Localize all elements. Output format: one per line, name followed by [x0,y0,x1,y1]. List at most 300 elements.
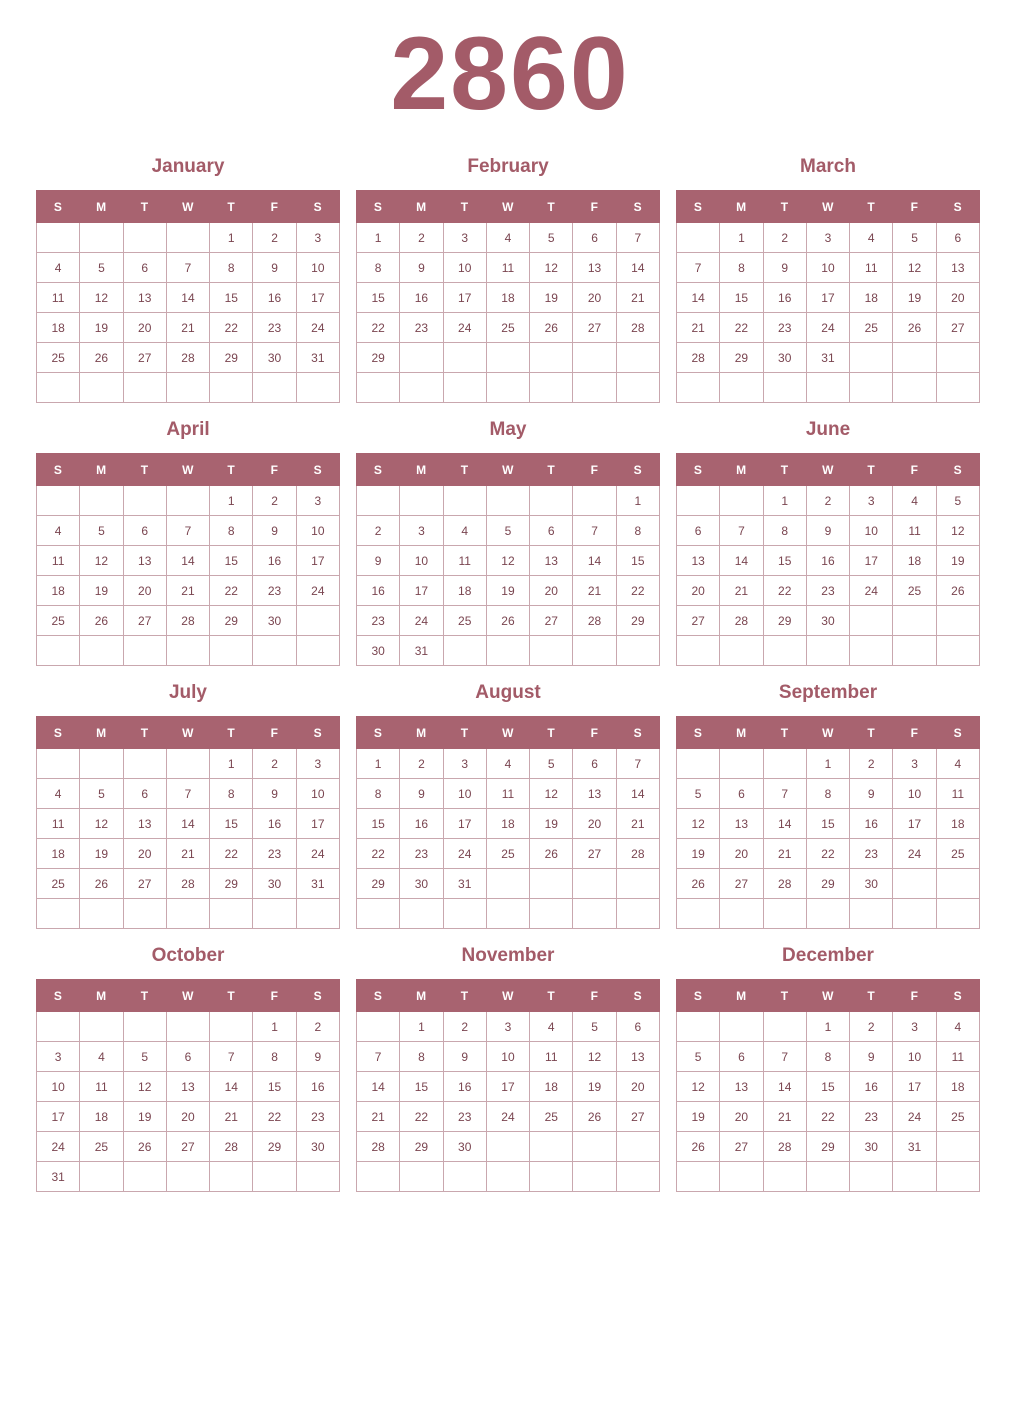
weekday-header-cell: S [936,191,979,223]
weekday-header-cell: F [253,717,296,749]
day-cell: 29 [357,869,400,899]
day-cell: 10 [443,779,486,809]
day-cell: 21 [166,839,209,869]
day-cell: 11 [936,1042,979,1072]
weekday-header-cell: T [763,717,806,749]
day-cell: 1 [806,1012,849,1042]
month-name: April [166,419,210,440]
day-cell-empty [443,1162,486,1192]
weekday-header-row [677,454,980,486]
day-cell: 26 [80,869,123,899]
week-row [677,373,980,403]
day-cell: 21 [166,576,209,606]
day-cell: 4 [486,749,529,779]
day-cell: 7 [357,1042,400,1072]
day-cell: 9 [763,253,806,283]
day-cell: 10 [806,253,849,283]
day-cell-empty [936,606,979,636]
day-cell-empty [763,749,806,779]
day-cell: 29 [357,343,400,373]
day-cell-empty [573,869,616,899]
day-cell: 30 [400,869,443,899]
week-row [677,1102,980,1132]
weekday-header-cell: T [850,717,893,749]
month-name: May [489,419,527,440]
day-cell: 1 [357,223,400,253]
day-cell: 2 [296,1012,339,1042]
day-cell-empty [400,343,443,373]
weekday-header-cell: T [763,454,806,486]
day-cell: 2 [850,1012,893,1042]
weekday-header-cell: W [486,191,529,223]
day-cell: 18 [936,809,979,839]
weekday-header-cell: S [37,717,80,749]
day-cell-empty [400,373,443,403]
week-row [677,223,980,253]
day-cell: 29 [253,1132,296,1162]
weekday-header-cell: F [573,191,616,223]
day-cell: 10 [893,779,936,809]
day-cell-empty [720,749,763,779]
day-cell: 31 [806,343,849,373]
day-cell-empty [357,1162,400,1192]
day-cell-empty [893,606,936,636]
day-cell: 28 [210,1132,253,1162]
day-cell-empty [166,899,209,929]
day-cell-empty [486,373,529,403]
weekday-header-row [357,980,660,1012]
day-cell: 11 [530,1042,573,1072]
day-cell: 4 [936,1012,979,1042]
day-cell: 28 [573,606,616,636]
day-cell: 19 [573,1072,616,1102]
day-cell: 16 [253,809,296,839]
day-cell: 21 [763,839,806,869]
week-row [677,809,980,839]
day-cell: 7 [573,516,616,546]
day-cell: 9 [443,1042,486,1072]
day-cell: 3 [443,749,486,779]
day-cell: 5 [936,486,979,516]
weekday-header-cell: W [806,717,849,749]
day-cell: 3 [296,749,339,779]
month-calendar-table [676,453,980,666]
day-cell: 6 [720,1042,763,1072]
week-row [357,516,660,546]
day-cell: 10 [850,516,893,546]
weekday-header-cell: S [677,980,720,1012]
day-cell: 1 [210,749,253,779]
day-cell-empty [893,373,936,403]
day-cell: 12 [530,779,573,809]
weekday-header-cell: M [720,717,763,749]
day-cell: 4 [37,779,80,809]
weekday-header-cell: T [763,191,806,223]
day-cell-empty [296,606,339,636]
day-cell-empty [616,636,659,666]
day-cell: 9 [400,253,443,283]
day-cell-empty [37,223,80,253]
week-row [357,576,660,606]
day-cell: 5 [530,749,573,779]
week-row [37,343,340,373]
day-cell-empty [400,486,443,516]
weekday-header-row [357,191,660,223]
day-cell: 17 [400,576,443,606]
day-cell: 26 [530,839,573,869]
weekday-header-cell: M [80,454,123,486]
month-august [356,682,660,929]
day-cell: 11 [37,283,80,313]
day-cell-empty [253,636,296,666]
day-cell-empty [166,1162,209,1192]
day-cell: 15 [210,283,253,313]
weekday-header-cell: W [486,717,529,749]
weekday-header-row [37,191,340,223]
day-cell: 8 [720,253,763,283]
day-cell: 4 [893,486,936,516]
day-cell: 10 [296,253,339,283]
day-cell-empty [677,223,720,253]
day-cell: 2 [253,749,296,779]
day-cell: 26 [573,1102,616,1132]
day-cell: 18 [530,1072,573,1102]
day-cell-empty [37,486,80,516]
weekday-header-cell: T [123,454,166,486]
week-row [677,606,980,636]
day-cell-empty [123,373,166,403]
day-cell: 18 [443,576,486,606]
weekday-header-cell: S [677,454,720,486]
weekday-header-cell: T [530,980,573,1012]
day-cell: 27 [573,839,616,869]
day-cell: 16 [253,283,296,313]
weekday-header-row [357,717,660,749]
day-cell: 26 [936,576,979,606]
day-cell: 22 [763,576,806,606]
day-cell: 7 [166,779,209,809]
weekday-header-row [357,454,660,486]
day-cell-empty [296,636,339,666]
day-cell: 3 [296,223,339,253]
day-cell-empty [530,869,573,899]
day-cell-empty [573,1162,616,1192]
week-row [677,516,980,546]
week-row [37,899,340,929]
day-cell: 18 [893,546,936,576]
day-cell-empty [616,373,659,403]
day-cell: 14 [210,1072,253,1102]
day-cell-empty [850,1162,893,1192]
day-cell: 18 [37,313,80,343]
day-cell: 23 [253,576,296,606]
day-cell-empty [80,223,123,253]
day-cell: 8 [763,516,806,546]
day-cell: 28 [357,1132,400,1162]
day-cell: 27 [530,606,573,636]
day-cell-empty [677,636,720,666]
day-cell-empty [616,1162,659,1192]
weekday-header-cell: S [357,454,400,486]
month-calendar-table [676,979,980,1192]
day-cell: 7 [166,253,209,283]
day-cell: 15 [806,809,849,839]
day-cell: 25 [936,839,979,869]
day-cell: 15 [357,283,400,313]
day-cell: 23 [443,1102,486,1132]
day-cell-empty [936,373,979,403]
day-cell: 17 [893,1072,936,1102]
weekday-header-cell: W [166,454,209,486]
day-cell: 24 [443,839,486,869]
day-cell: 12 [530,253,573,283]
day-cell: 16 [253,546,296,576]
day-cell: 22 [616,576,659,606]
weekday-header-cell: F [253,980,296,1012]
day-cell: 27 [936,313,979,343]
day-cell-empty [720,486,763,516]
day-cell: 6 [166,1042,209,1072]
day-cell-empty [486,343,529,373]
weekday-header-cell: S [616,717,659,749]
day-cell-empty [80,1162,123,1192]
day-cell: 6 [573,223,616,253]
day-cell: 7 [763,779,806,809]
day-cell: 20 [530,576,573,606]
day-cell: 17 [850,546,893,576]
day-cell-empty [893,869,936,899]
day-cell: 4 [850,223,893,253]
day-cell-empty [37,1012,80,1042]
day-cell-empty [166,223,209,253]
day-cell: 15 [357,809,400,839]
week-row [677,486,980,516]
weekday-header-cell: S [936,980,979,1012]
day-cell: 9 [806,516,849,546]
day-cell-empty [720,373,763,403]
week-row [37,636,340,666]
weekday-header-cell: T [850,191,893,223]
day-cell: 8 [616,516,659,546]
day-cell-empty [80,749,123,779]
day-cell-empty [893,899,936,929]
day-cell: 5 [80,779,123,809]
months-grid [36,126,984,1208]
weekday-header-cell: W [806,191,849,223]
day-cell-empty [720,636,763,666]
week-row [357,1102,660,1132]
day-cell: 20 [123,313,166,343]
day-cell: 25 [37,343,80,373]
day-cell: 15 [763,546,806,576]
day-cell: 13 [616,1042,659,1072]
weekday-header-cell: S [37,980,80,1012]
day-cell-empty [253,373,296,403]
day-cell: 31 [893,1132,936,1162]
day-cell: 18 [80,1102,123,1132]
week-row [677,283,980,313]
day-cell: 29 [806,1132,849,1162]
day-cell: 20 [573,809,616,839]
day-cell: 25 [530,1102,573,1132]
day-cell: 8 [210,516,253,546]
day-cell-empty [806,1162,849,1192]
day-cell: 7 [166,516,209,546]
month-january [36,156,340,403]
day-cell: 14 [616,253,659,283]
day-cell-empty [763,899,806,929]
day-cell: 27 [720,869,763,899]
day-cell-empty [573,899,616,929]
month-july [36,682,340,929]
weekday-header-cell: S [677,717,720,749]
day-cell-empty [677,1162,720,1192]
weekday-header-row [677,980,980,1012]
day-cell: 8 [210,779,253,809]
day-cell: 25 [486,313,529,343]
month-october [36,945,340,1192]
day-cell: 1 [806,749,849,779]
day-cell-empty [763,1162,806,1192]
day-cell-empty [530,636,573,666]
day-cell: 27 [123,606,166,636]
day-cell: 19 [677,1102,720,1132]
day-cell: 16 [850,809,893,839]
day-cell: 23 [400,313,443,343]
day-cell: 3 [400,516,443,546]
day-cell-empty [936,899,979,929]
day-cell-empty [80,899,123,929]
week-row [677,1072,980,1102]
week-row [677,343,980,373]
weekday-header-cell: S [296,191,339,223]
day-cell: 1 [253,1012,296,1042]
day-cell-empty [166,373,209,403]
day-cell: 7 [720,516,763,546]
month-name: July [168,682,208,703]
week-row [37,1072,340,1102]
day-cell: 30 [296,1132,339,1162]
weekday-header-row [677,717,980,749]
day-cell-empty [443,486,486,516]
weekday-header-cell: T [210,717,253,749]
day-cell: 14 [166,283,209,313]
day-cell: 12 [80,546,123,576]
weekday-header-cell: W [806,980,849,1012]
day-cell: 9 [850,779,893,809]
day-cell: 9 [400,779,443,809]
week-row [37,839,340,869]
weekday-header-cell: T [530,454,573,486]
weekday-header-cell: W [486,454,529,486]
day-cell: 23 [357,606,400,636]
day-cell: 19 [936,546,979,576]
day-cell-empty [936,869,979,899]
day-cell: 2 [806,486,849,516]
day-cell: 20 [166,1102,209,1132]
day-cell-empty [123,636,166,666]
week-row [357,869,660,899]
day-cell: 5 [677,779,720,809]
day-cell: 26 [677,1132,720,1162]
day-cell: 16 [400,809,443,839]
day-cell: 2 [850,749,893,779]
day-cell: 19 [530,283,573,313]
weekday-header-cell: T [210,191,253,223]
week-row [357,1012,660,1042]
day-cell-empty [80,636,123,666]
day-cell: 30 [806,606,849,636]
day-cell: 2 [400,749,443,779]
day-cell: 8 [806,779,849,809]
day-cell-empty [210,1012,253,1042]
day-cell: 24 [37,1132,80,1162]
weekday-header-cell: T [210,980,253,1012]
weekday-header-cell: S [37,454,80,486]
week-row [677,869,980,899]
weekday-header-cell: T [443,980,486,1012]
week-row [357,899,660,929]
weekday-header-cell: S [616,980,659,1012]
weekday-header-cell: T [210,454,253,486]
day-cell: 10 [893,1042,936,1072]
day-cell: 26 [123,1132,166,1162]
day-cell-empty [123,749,166,779]
day-cell: 16 [763,283,806,313]
day-cell-empty [616,899,659,929]
day-cell: 6 [936,223,979,253]
weekday-header-cell: T [443,191,486,223]
day-cell: 17 [296,809,339,839]
day-cell: 28 [616,313,659,343]
day-cell: 14 [166,809,209,839]
week-row [677,839,980,869]
week-row [357,749,660,779]
day-cell: 16 [806,546,849,576]
week-row [677,313,980,343]
day-cell: 12 [677,809,720,839]
week-row [37,486,340,516]
day-cell: 9 [253,253,296,283]
day-cell: 24 [296,839,339,869]
week-row [357,1132,660,1162]
day-cell: 22 [210,839,253,869]
day-cell: 15 [253,1072,296,1102]
day-cell-empty [123,223,166,253]
day-cell: 24 [806,313,849,343]
day-cell: 19 [80,839,123,869]
week-row [37,809,340,839]
weekday-header-cell: M [400,191,443,223]
day-cell: 2 [763,223,806,253]
day-cell-empty [486,636,529,666]
day-cell: 20 [616,1072,659,1102]
day-cell: 19 [486,576,529,606]
day-cell-empty [357,486,400,516]
day-cell: 14 [763,809,806,839]
day-cell: 4 [37,516,80,546]
month-calendar-table [36,716,340,929]
week-row [37,313,340,343]
day-cell: 12 [80,809,123,839]
day-cell: 14 [720,546,763,576]
day-cell: 29 [806,869,849,899]
month-february [356,156,660,403]
week-row [357,486,660,516]
day-cell: 15 [210,546,253,576]
weekday-header-cell: W [166,717,209,749]
month-name: October [151,945,225,966]
